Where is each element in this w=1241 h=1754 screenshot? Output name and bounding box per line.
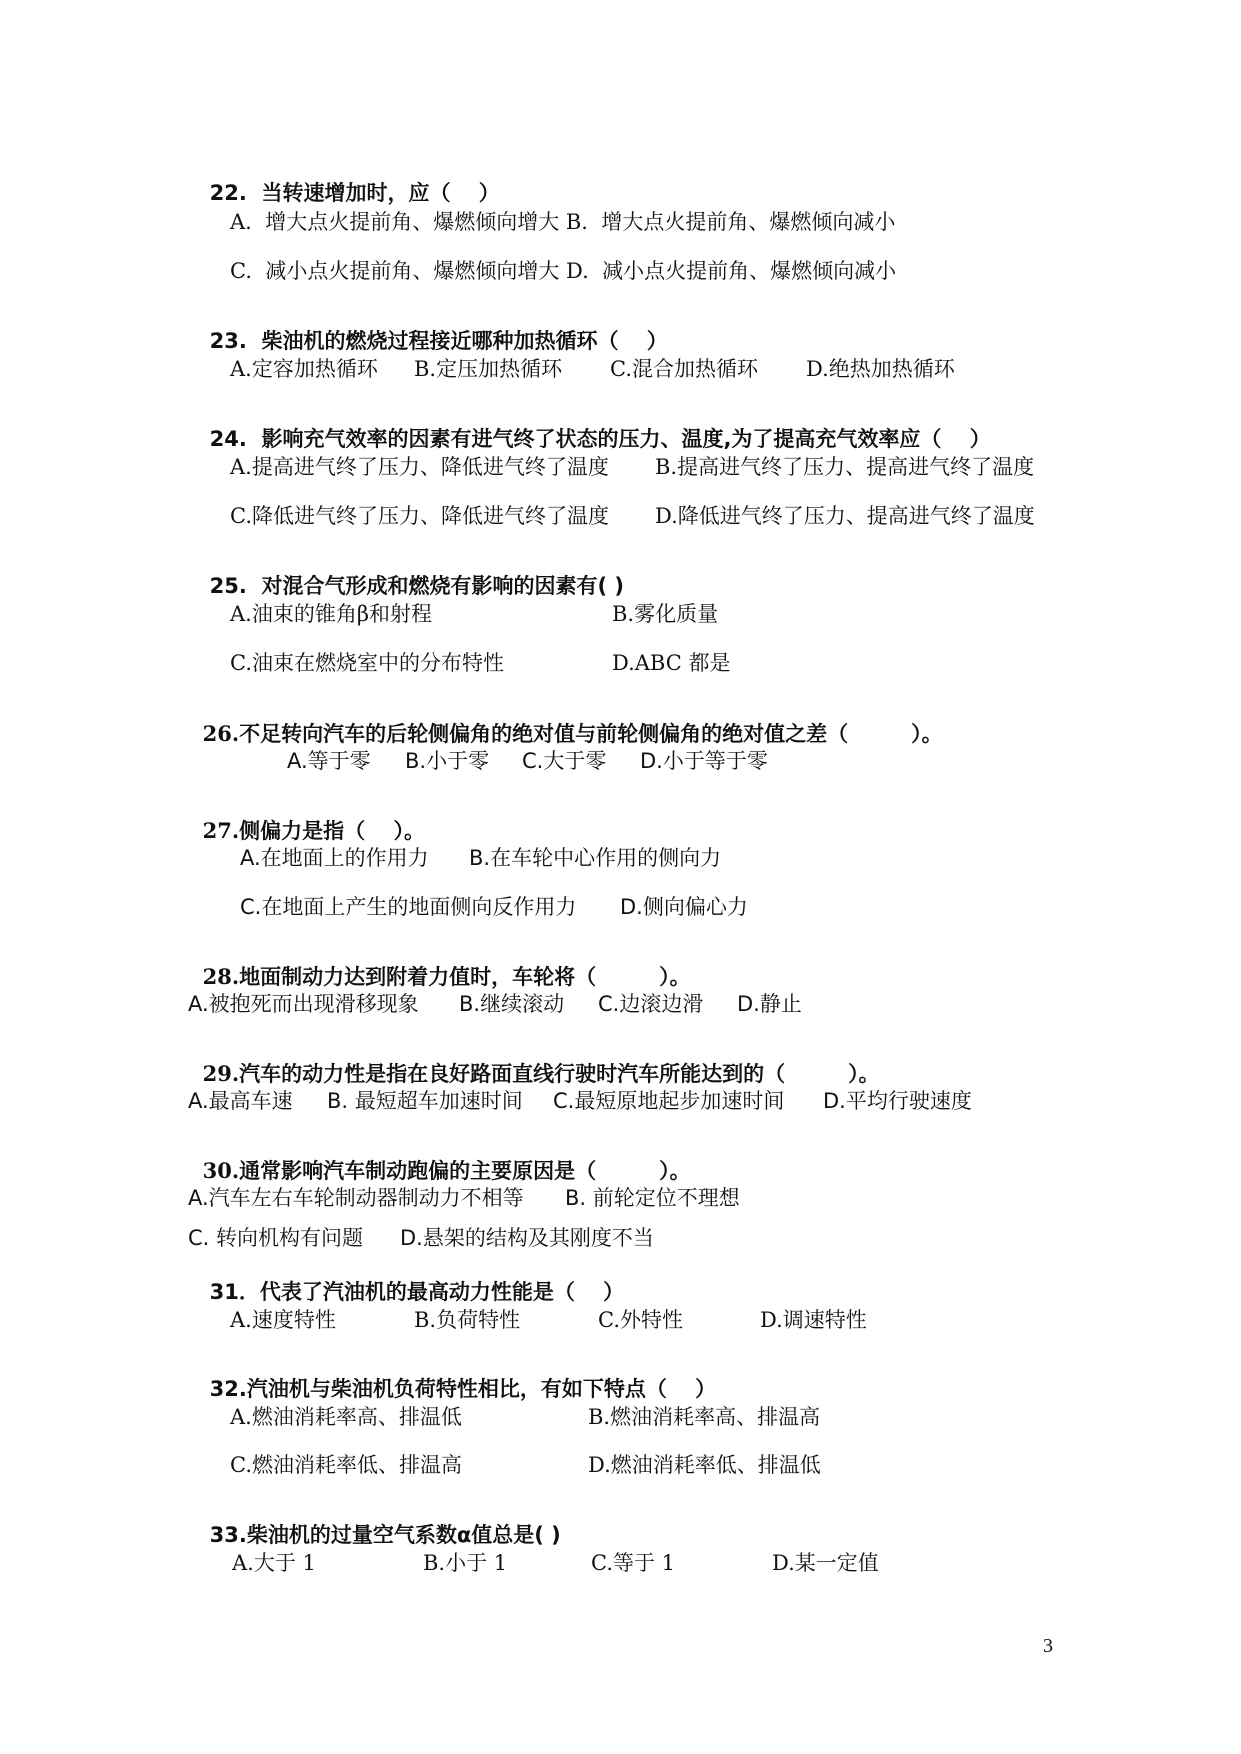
page-number: 3 [1043, 1635, 1053, 1657]
question-stem: 不足转向汽车的后轮侧偏角的绝对值与前轮侧偏角的绝对值之差（ ）。 [239, 721, 943, 746]
option: C.混合加热循环 [610, 357, 758, 381]
question-26 [188, 702, 943, 744]
question-25 [195, 555, 624, 597]
question-28 [188, 945, 691, 987]
question-stem: 柴油机的过量空气系数α值总是( ) [246, 1523, 561, 1547]
option: C.边滚边滑 [598, 992, 704, 1016]
question-stem: 汽车的动力性是指在良好路面直线行驶时汽车所能达到的（ ）。 [239, 1061, 880, 1086]
question-22-options-row-2: C. 减小点火提前角、爆燃倾向增大 D. 减小点火提前角、爆燃倾向减小 [230, 259, 897, 283]
question-number: 30. [202, 1158, 240, 1183]
option: B.小于 1 [423, 1551, 508, 1575]
option: A.在地面上的作用力 [240, 846, 429, 870]
question-number: 32. [209, 1377, 247, 1401]
question-33 [195, 1504, 561, 1546]
option: D.悬架的结构及其刚度不当 [400, 1226, 654, 1250]
question-stem: 对混合气形成和燃烧有影响的因素有( ) [261, 574, 624, 598]
option: D.绝热加热循环 [806, 357, 955, 381]
question-29 [188, 1042, 880, 1084]
question-30 [188, 1139, 691, 1181]
option: B.提高进气终了压力、提高进气终了温度 [655, 455, 1035, 479]
option: A.汽车左右车轮制动器制动力不相等 [188, 1186, 524, 1210]
question-number: 28. [202, 964, 240, 989]
option: D.燃油消耗率低、排温低 [588, 1453, 821, 1477]
question-32 [195, 1358, 716, 1400]
question-number: 29. [202, 1061, 240, 1086]
option: D.平均行驶速度 [823, 1089, 972, 1113]
option: C.等于 1 [591, 1551, 676, 1575]
question-23 [195, 310, 668, 352]
question-number: 23. [209, 329, 247, 353]
option: A.燃油消耗率高、排温低 [230, 1405, 462, 1429]
option: C.油束在燃烧室中的分布特性 [230, 651, 504, 675]
option: C.大于零 [522, 749, 607, 773]
option: A.速度特性 [230, 1308, 336, 1332]
question-31 [195, 1261, 624, 1303]
question-stem: 地面制动力达到附着力值时，车轮将（ ）。 [239, 964, 691, 989]
question-number: 25. [209, 574, 247, 598]
option: A.被抱死而出现滑移现象 [188, 992, 419, 1016]
option: D.调速特性 [760, 1308, 867, 1332]
question-number: 27. [202, 818, 240, 843]
option: C.降低进气终了压力、降低进气终了温度 [230, 504, 609, 528]
question-number: 33. [209, 1523, 247, 1547]
option: B.负荷特性 [414, 1308, 521, 1332]
option: C.燃油消耗率低、排温高 [230, 1453, 462, 1477]
question-27 [188, 799, 425, 841]
question-number: 26. [202, 721, 240, 746]
question-number: 22. [209, 181, 247, 205]
option: B.小于零 [405, 749, 490, 773]
question-22 [195, 162, 500, 204]
option: B.雾化质量 [612, 602, 719, 626]
question-number: 24. [209, 427, 247, 451]
option: B. 前轮定位不理想 [565, 1186, 740, 1210]
question-22-options-row-1: A. 增大点火提前角、爆燃倾向增大 B. 增大点火提前角、爆燃倾向减小 [230, 210, 896, 234]
question-24 [195, 408, 991, 450]
question-stem: 柴油机的燃烧过程接近哪种加热循环（ ） [261, 329, 668, 353]
option: C.在地面上产生的地面侧向反作用力 [240, 895, 577, 919]
option: A.大于 1 [232, 1551, 316, 1575]
option: A.提高进气终了压力、降低进气终了温度 [230, 455, 609, 479]
question-stem: 汽油机与柴油机负荷特性相比，有如下特点（ ） [246, 1377, 717, 1401]
question-stem: 侧偏力是指（ ）。 [239, 818, 425, 843]
option: B.在车轮中心作用的侧向力 [469, 846, 722, 870]
option: A.油束的锥角β和射程 [230, 602, 432, 626]
option: B. 最短超车加速时间 [327, 1089, 523, 1113]
option: D.降低进气终了压力、提高进气终了温度 [655, 504, 1035, 528]
option: D.ABC 都是 [612, 651, 731, 675]
option: D.静止 [737, 992, 802, 1016]
option: D.某一定值 [772, 1551, 879, 1575]
question-stem: 代表了汽油机的最高动力性能是（ ） [259, 1280, 625, 1304]
option: B.定压加热循环 [414, 357, 563, 381]
question-stem: 通常影响汽车制动跑偏的主要原因是（ ）。 [239, 1158, 691, 1183]
option: C.最短原地起步加速时间 [553, 1089, 785, 1113]
option: D.侧向偏心力 [620, 895, 748, 919]
option: B.燃油消耗率高、排温高 [588, 1405, 821, 1429]
option: C. 转向机构有问题 [188, 1226, 364, 1250]
option: A.定容加热循环 [230, 357, 378, 381]
option: A.最高车速 [188, 1089, 293, 1113]
option: B.继续滚动 [459, 992, 565, 1016]
question-stem: 当转速增加时，应（ ） [261, 181, 500, 205]
option: C.外特性 [598, 1308, 683, 1332]
question-number: 31． [209, 1280, 260, 1304]
option: D.小于等于零 [640, 749, 768, 773]
question-stem: 影响充气效率的因素有进气终了状态的压力、温度,为了提高充气效率应（ ） [261, 427, 991, 451]
option: A.等于零 [287, 749, 371, 773]
